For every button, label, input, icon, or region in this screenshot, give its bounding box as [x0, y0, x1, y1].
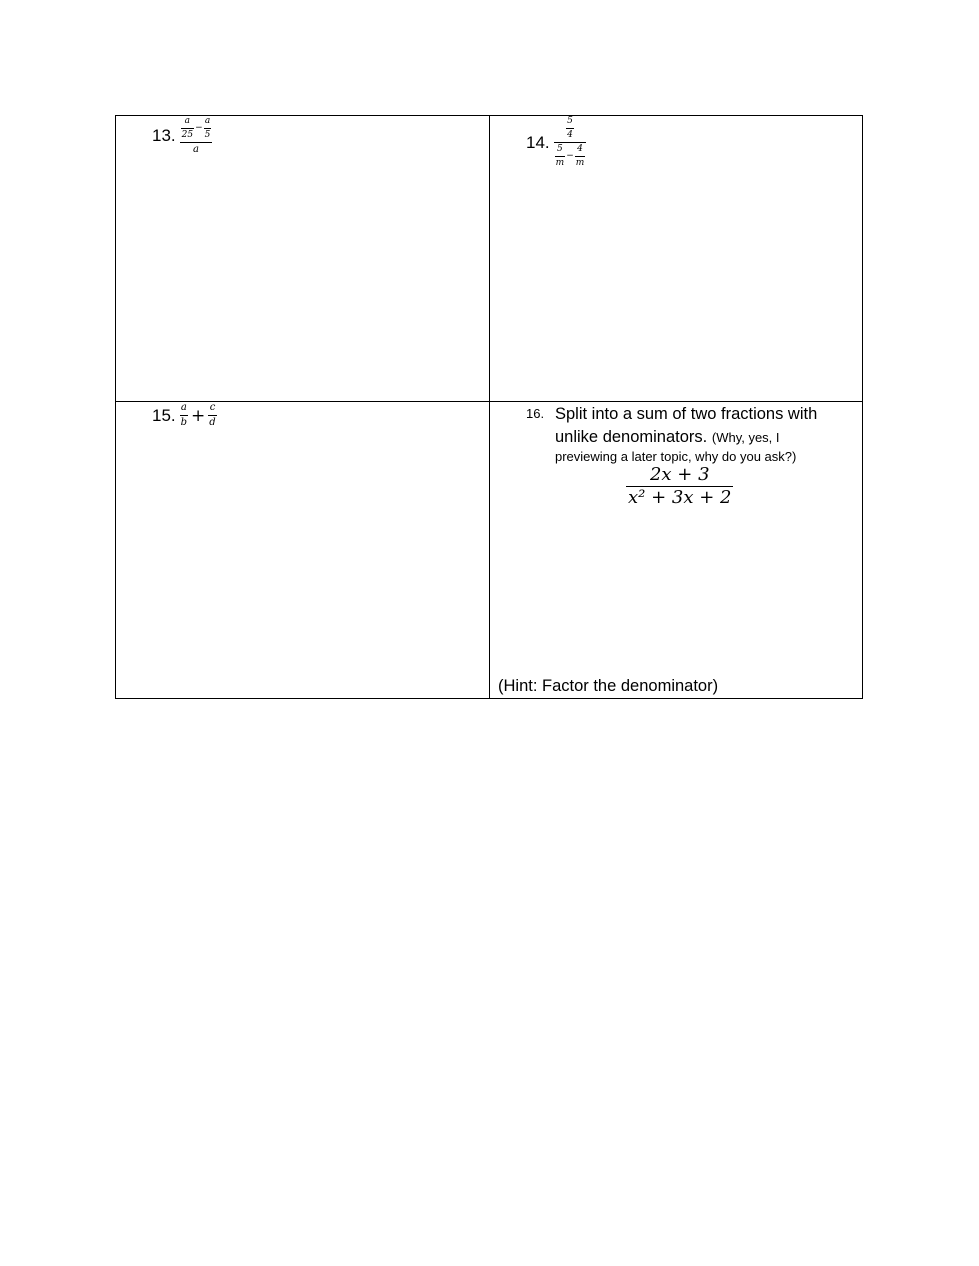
problem-15-number: 15. [152, 405, 176, 425]
p15-left-num: a [180, 402, 187, 413]
p14-bottom-right-num: 4 [577, 144, 583, 154]
p13-outer-den: a [193, 144, 199, 155]
p16-fraction-den: x² + 3x + 2 [628, 487, 732, 508]
problem-16-number: 16. [526, 406, 545, 421]
p13-inner-left-den: 25 [181, 130, 194, 140]
p14-bottom-right-den: m [575, 158, 585, 168]
p14-bottom-left-num: 5 [557, 144, 563, 154]
problem-13-complex-fraction [180, 117, 213, 155]
worksheet-grid [115, 115, 863, 699]
problem-16-fraction [626, 466, 733, 507]
problem-16-aside-part2: previewing a later topic, why do you ask?) [555, 449, 797, 464]
problem-15-expression [180, 403, 217, 428]
grid-vertical-divider [489, 116, 490, 698]
p14-bottom-op: − [566, 151, 574, 161]
p13-inner-op: − [195, 123, 203, 133]
p14-bottom-left-den: m [555, 158, 565, 168]
problem-14 [526, 117, 586, 168]
problem-16 [526, 403, 856, 465]
problem-13-number: 13. [152, 126, 176, 145]
p15-right-num: c [209, 402, 216, 413]
p13-inner-right-num: a [204, 116, 211, 126]
p14-top-den: 4 [567, 130, 573, 140]
p13-inner-right-den: 5 [204, 130, 211, 140]
p15-left-den: b [180, 417, 188, 428]
problem-15 [152, 403, 217, 428]
problem-16-hint: (Hint: Factor the denominator) [498, 677, 719, 695]
problem-14-complex-fraction [554, 117, 587, 168]
problem-14-number: 14. [526, 132, 550, 152]
p14-top-num: 5 [567, 116, 573, 126]
p15-right-den: d [209, 417, 216, 428]
problem-16-instruction-line1: Split into a sum of two fractions with [555, 405, 818, 423]
problem-13 [152, 117, 212, 155]
problem-16-instruction-line2: unlike denominators. [555, 428, 708, 446]
p16-fraction-num: 2x + 3 [649, 464, 710, 485]
grid-horizontal-divider [116, 401, 862, 402]
p13-inner-left-num: a [184, 116, 191, 126]
p15-op: + [191, 405, 206, 426]
problem-16-aside-part1: (Why, yes, I [711, 430, 780, 445]
